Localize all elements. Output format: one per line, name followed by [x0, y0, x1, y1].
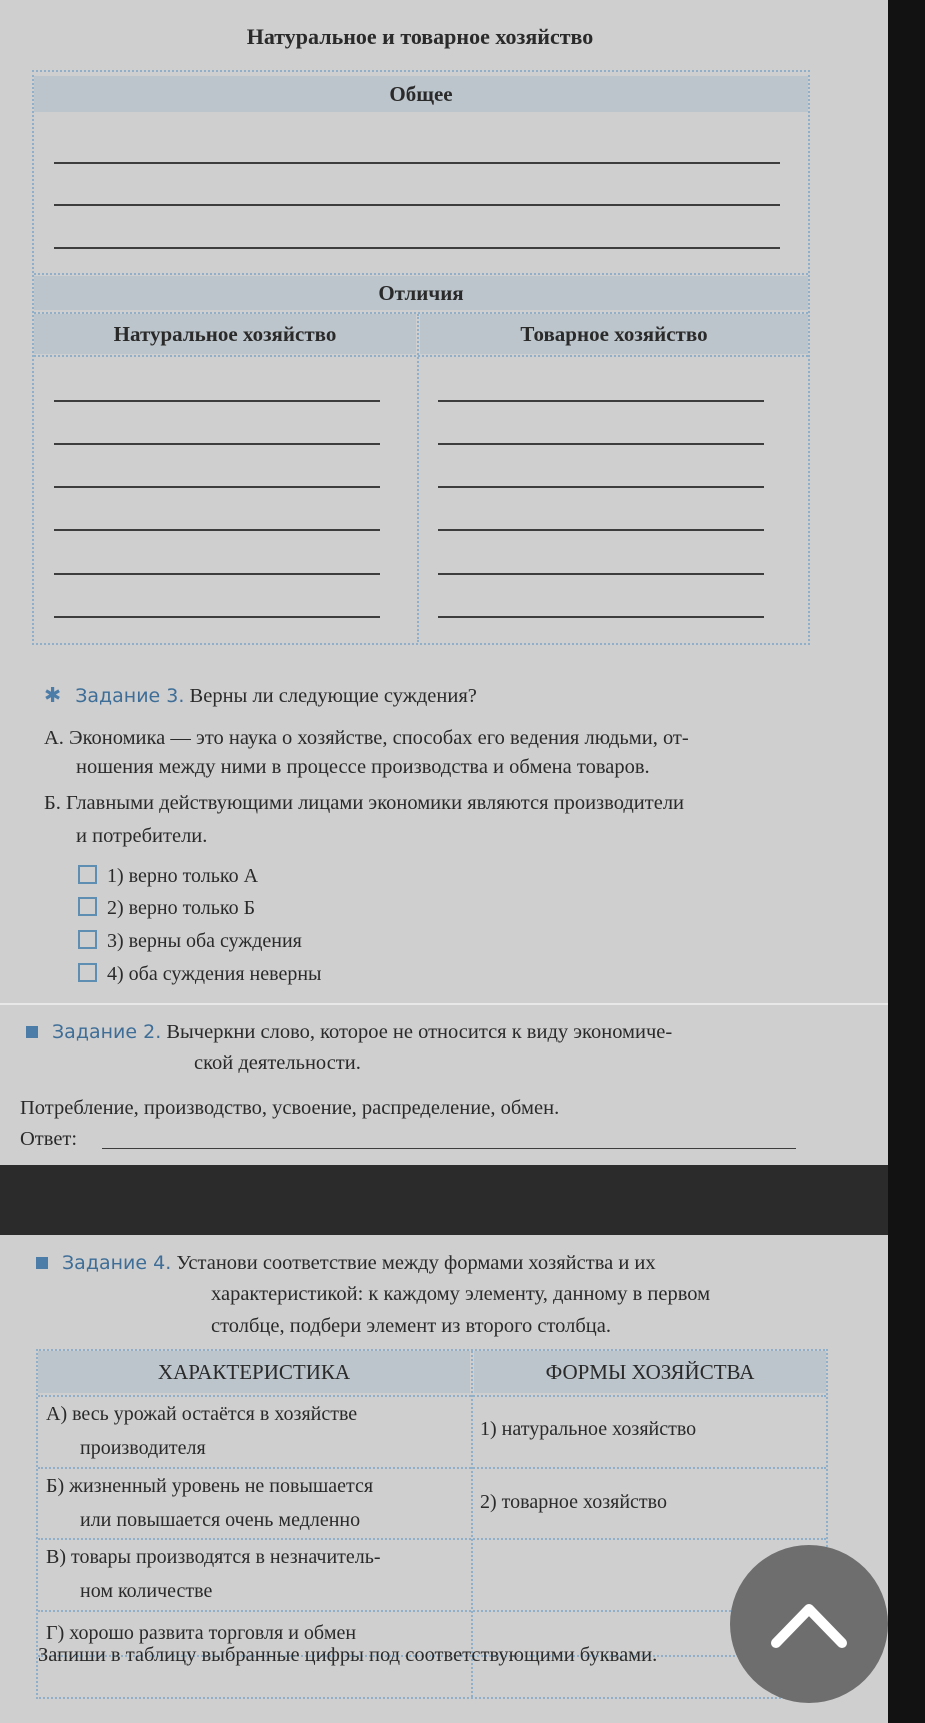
answer-line[interactable] — [438, 443, 764, 445]
forms-header: ФОРМЫ ХОЗЯЙСТВА — [474, 1351, 826, 1393]
statement-b-line1: Б. Главными действующими лицами экономики являются производители — [44, 792, 685, 814]
characteristic-header: ХАРАКТЕРИСТИКА — [38, 1351, 470, 1393]
answer-line[interactable] — [54, 529, 380, 531]
right-edge-bar — [888, 0, 925, 1723]
square-bullet-icon — [36, 1257, 48, 1269]
checkbox-icon[interactable] — [78, 897, 97, 916]
task2-heading: Задание 2. Вычеркни слово, которое не относится к виду экономиче- — [26, 1016, 672, 1049]
answer-line[interactable] — [438, 486, 764, 488]
task2-words: Потребление, производство, усвоение, распределение, обмен. — [20, 1097, 560, 1119]
answer-line[interactable] — [438, 529, 764, 531]
option-4[interactable]: 4) оба суждения неверны — [78, 963, 321, 986]
square-bullet-icon — [26, 1026, 38, 1038]
row-b-line2: или повышается очень медленно — [80, 1509, 361, 1531]
comparison-table — [32, 70, 810, 645]
col-commodity-header: Товарное хозяйство — [420, 314, 808, 354]
form-2: 2) товарное хозяйство — [480, 1491, 667, 1513]
statement-a-line2: ношения между ними в процессе производства и обмена товаров. — [76, 756, 650, 778]
differences-header: Отличия — [34, 276, 808, 310]
star-icon: ✱ — [44, 683, 62, 707]
row-a-line1: А) весь урожай остаётся в хозяйстве — [46, 1403, 358, 1425]
task4-footer: Запиши в таблицу выбранные цифры под соответствующими буквами. — [38, 1644, 658, 1666]
answer-line[interactable] — [54, 247, 780, 249]
answer-line[interactable] — [438, 573, 764, 575]
form-1: 1) натуральное хозяйство — [480, 1418, 697, 1440]
statement-a-line1: А. Экономика — это наука о хозяйстве, способах его ведения людьми, от- — [44, 727, 689, 749]
answer-line[interactable] — [438, 400, 764, 402]
answer-line[interactable] — [438, 616, 764, 618]
option-2[interactable]: 2) верно только Б — [78, 897, 255, 920]
checkbox-icon[interactable] — [78, 930, 97, 949]
table-title: Натуральное и товарное хозяйство — [246, 24, 594, 49]
task4-heading: Задание 4. Установи соответствие между формами хозяйства и их — [36, 1247, 656, 1280]
answer-label: Ответ: — [20, 1128, 78, 1150]
row-b-line1: Б) жизненный уровень не повышается — [46, 1475, 374, 1497]
row-d: Г) хорошо развита торговля и обмен — [46, 1622, 357, 1644]
common-header: Общее — [34, 76, 808, 112]
task2-text-line2: ской деятельности. — [194, 1052, 361, 1074]
answer-line[interactable] — [54, 204, 780, 206]
row-c-line1: В) товары производятся в незначитель- — [46, 1546, 381, 1568]
answer-line[interactable] — [54, 443, 380, 445]
chevron-up-icon — [770, 1589, 848, 1659]
answer-line[interactable] — [54, 616, 380, 618]
answer-line[interactable] — [54, 573, 380, 575]
task4-text-line3: столбце, подбери элемент из второго столбца. — [211, 1315, 611, 1337]
task3-heading: ✱ Задание 3. Верны ли следующие суждения? — [44, 683, 477, 707]
option-3[interactable]: 3) верны оба суждения — [78, 930, 302, 953]
answer-line[interactable] — [54, 400, 380, 402]
answer-input-line[interactable] — [102, 1148, 796, 1149]
option-1[interactable]: 1) верно только А — [78, 865, 258, 888]
checkbox-icon[interactable] — [78, 865, 97, 884]
statement-b-line2: и потребители. — [76, 825, 208, 847]
answer-line[interactable] — [54, 486, 380, 488]
row-a-line2: производителя — [80, 1437, 206, 1459]
row-c-line2: ном количестве — [80, 1580, 213, 1602]
answer-line[interactable] — [54, 162, 780, 164]
scroll-top-button[interactable] — [730, 1545, 888, 1703]
checkbox-icon[interactable] — [78, 963, 97, 982]
col-natural-header: Натуральное хозяйство — [34, 314, 416, 354]
page-gap — [0, 1165, 888, 1235]
task4-text-line2: характеристикой: к каждому элементу, данному в первом — [211, 1283, 711, 1305]
divider — [0, 1003, 888, 1005]
